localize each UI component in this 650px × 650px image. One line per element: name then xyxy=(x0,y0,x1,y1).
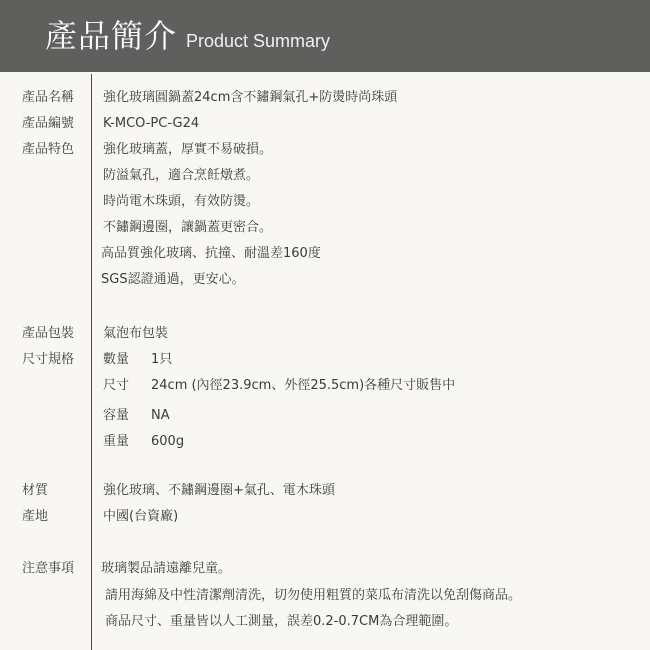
spec-value: NA xyxy=(151,408,170,423)
note-item: 玻璃製品請遠離兒童。 xyxy=(101,561,232,576)
note-item: 請用海綿及中性清潔劑清洗，切勿使用粗質的菜瓜布清洗以免刮傷商品。 xyxy=(105,588,522,603)
spec-key: 數量 xyxy=(103,352,130,367)
feature-item: SGS認證通過，更安心。 xyxy=(101,272,245,287)
packaging-label: 產品包裝 xyxy=(22,326,75,341)
column-divider xyxy=(91,74,92,650)
product-features-label: 產品特色 xyxy=(22,142,75,157)
spec-key: 容量 xyxy=(103,408,130,423)
spec-value: 600g xyxy=(151,434,185,449)
spec-key: 尺寸 xyxy=(103,378,130,393)
header-subtitle: Product Summary xyxy=(186,31,331,51)
packaging-value: 氣泡布包裝 xyxy=(103,326,169,341)
specs-label: 尺寸規格 xyxy=(22,352,75,367)
product-name-value: 強化玻璃圓鍋蓋24cm含不鏽鋼氣孔+防燙時尚珠頭 xyxy=(103,90,398,105)
feature-item: 強化玻璃蓋，厚實不易破損。 xyxy=(103,142,273,157)
spec-key: 重量 xyxy=(103,434,130,449)
origin-value: 中國(台資廠) xyxy=(103,509,179,524)
product-code-label: 產品編號 xyxy=(22,116,75,131)
header-title: 產品簡介 xyxy=(45,17,178,55)
feature-item: 時尚電木珠頭，有效防燙。 xyxy=(103,194,260,209)
feature-item: 防溢氣孔，適合烹飪燉煮。 xyxy=(103,168,260,183)
summary-header xyxy=(0,0,650,72)
origin-label: 產地 xyxy=(22,509,49,524)
notes-label: 注意事項 xyxy=(22,561,75,576)
feature-item: 不鏽鋼邊圈，讓鍋蓋更密合。 xyxy=(103,220,273,235)
feature-item: 高品質強化玻璃、抗撞、耐溫差160度 xyxy=(101,246,321,261)
spec-value: 24cm (內徑23.9cm、外徑25.5cm)各種尺寸販售中 xyxy=(151,378,456,393)
product-code-value: K-MCO-PC-G24 xyxy=(103,116,200,131)
note-item: 商品尺寸、重量皆以人工測量，誤差0.2-0.7CM為合理範圍。 xyxy=(105,614,458,629)
product-name-label: 產品名稱 xyxy=(22,90,75,105)
spec-value: 1只 xyxy=(151,352,173,367)
material-label: 材質 xyxy=(22,483,49,498)
material-value: 強化玻璃、不鏽鋼邊圈+氣孔、電木珠頭 xyxy=(103,483,335,498)
